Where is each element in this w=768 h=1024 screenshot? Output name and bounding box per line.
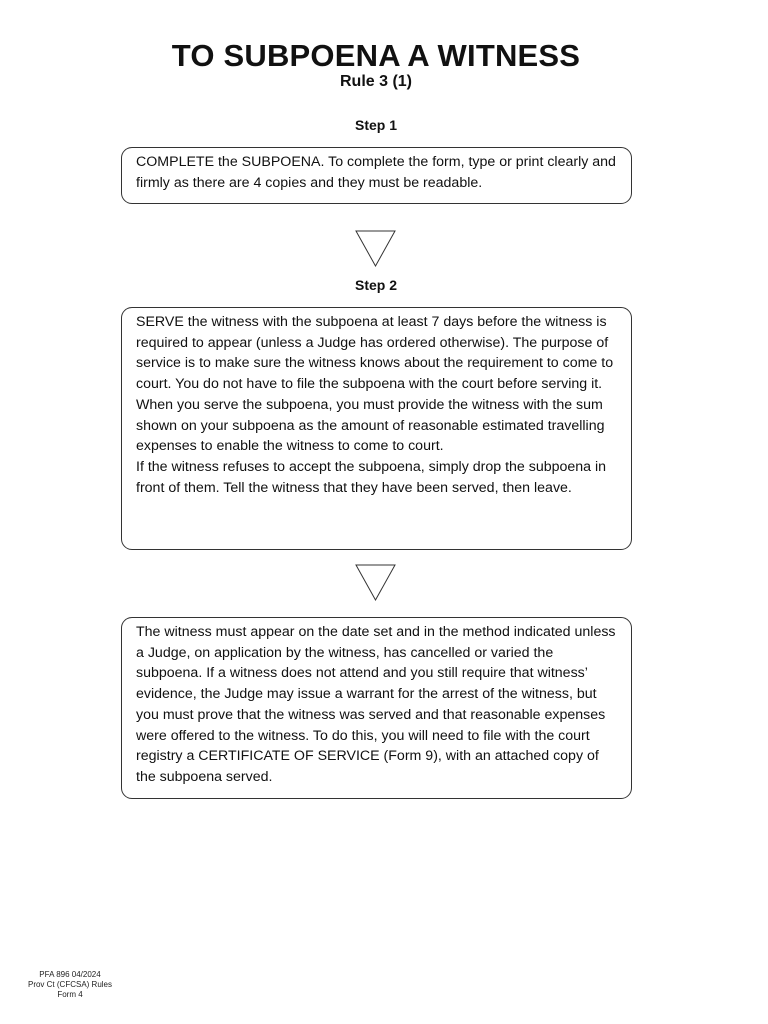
down-arrow-icon xyxy=(355,564,396,601)
step-3-box xyxy=(121,617,632,799)
step-1-box xyxy=(121,147,632,204)
rule-reference: Rule 3 (1) xyxy=(339,73,412,90)
step-2-box xyxy=(121,307,632,550)
step-2-label: Step 2 xyxy=(354,277,397,293)
step-3-text: The witness must appear on the date set and in the method indicated unless a Judge, on application by the witness, has cancelled or varied the subpoena. If a witness does not attend and you still require that witness’ evidence, the Judge may issue a warrant for the arrest of the witness, but you must prove that the witness was served and that reasonable expenses were offered to the witness. To do this, you will need to file with the court registry a CERTIFICATE OF SERVICE (Form 9), with an attached copy of the subpoena served. xyxy=(136,624,616,785)
form-number: PFA 896 04/2024 xyxy=(39,970,101,979)
page-title: TO SUBPOENA A WITNESS xyxy=(171,38,581,73)
step-1-label: Step 1 xyxy=(354,117,397,133)
form-footer xyxy=(22,970,118,1000)
step-2-text-refusal: If the witness refuses to accept the subpoena, simply drop the subpoena in front of them. Tell the witness that they have been served, then leave. xyxy=(136,458,607,496)
rules-reference: Prov Ct (CFCSA) Rules xyxy=(27,980,112,989)
step-2-text-serve: SERVE the witness with the subpoena at least 7 days before the witness is required to appear (unless a Judge has ordered otherwise). The purpose of service is to make sure the witness knows about the requirement to come to court. You do not have to file the subpoena with the court before serving it. xyxy=(136,314,614,393)
form-label: Form 4 xyxy=(57,990,83,999)
down-arrow-icon xyxy=(355,230,396,267)
step-2-text-expenses: When you serve the subpoena, you must provide the witness with the sum shown on your subpoena as the amount of reasonable estimated travelling expenses to enable the witness to come to court. xyxy=(136,396,605,455)
step-1-text: COMPLETE the SUBPOENA. To complete the form, type or print clearly and firmly as there are 4 copies and they must be readable. xyxy=(136,154,616,191)
